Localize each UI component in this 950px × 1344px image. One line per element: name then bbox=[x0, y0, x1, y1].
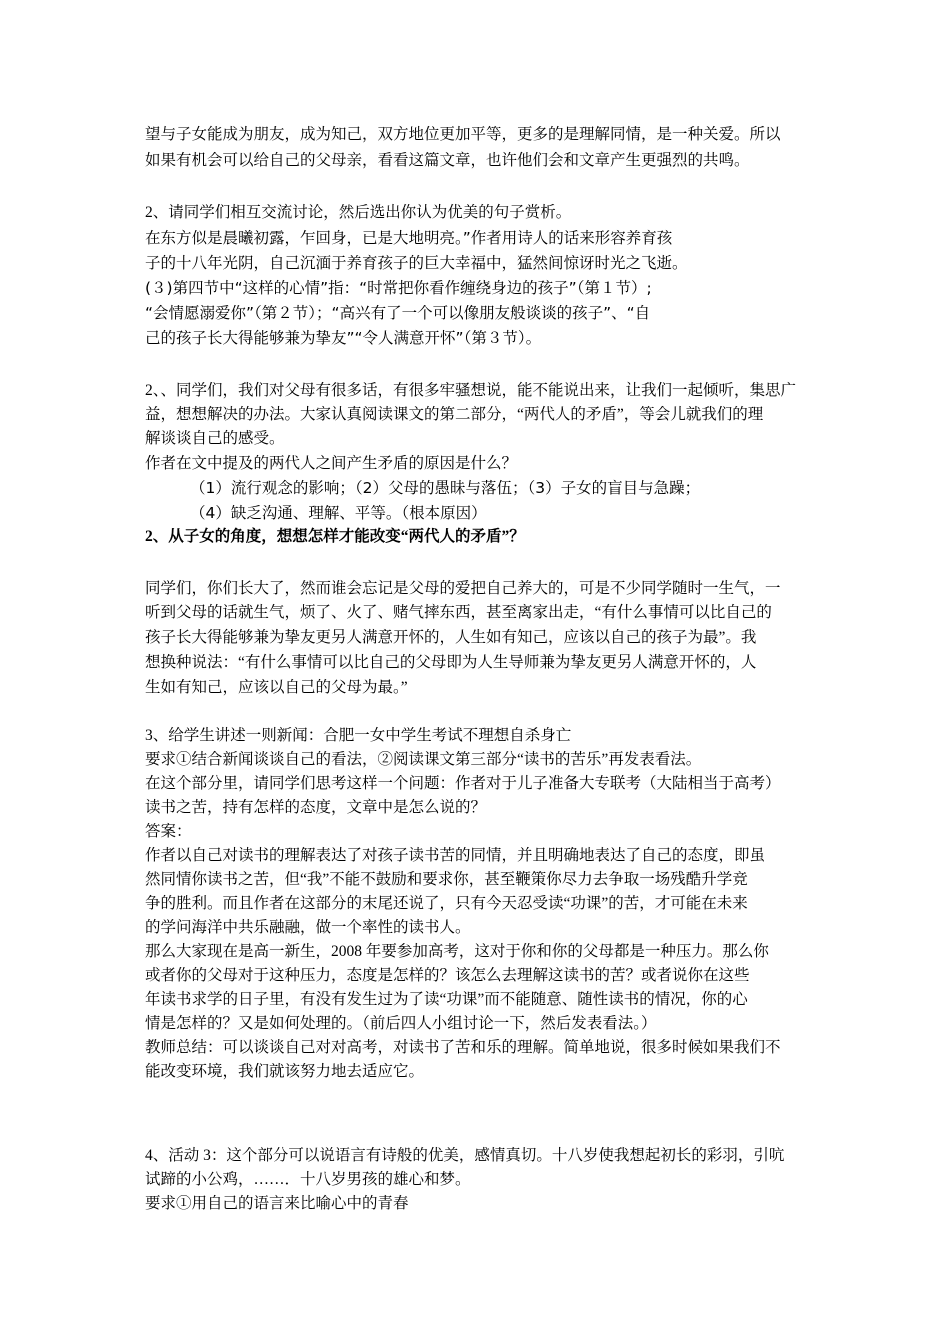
text-line: 在东方似是晨曦初露，乍回身，已是大地明亮。”作者用诗人的话来形容养育孩 bbox=[145, 229, 673, 247]
text-line: 2、、同学们，我们对父母有很多话，有很多牢骚想说，能不能说出来，让我们一起倾听，集思广 bbox=[145, 382, 797, 399]
text-line: “会情愿溺爱你”（第２节）；“高兴有了一个可以像朋友般谈谈的孩子”、“自 bbox=[145, 304, 651, 322]
text-line: 的学问海洋中共乐融融，做一个率性的读书人。 bbox=[145, 919, 471, 936]
text-line: (３)第四节中“这样的心情”指：“时常把你看作缠绕身边的孩子”（第１节）; bbox=[145, 279, 652, 297]
text-line: 解谈谈自己的感受。 bbox=[145, 430, 285, 447]
text-line: 要求①用自己的语言来比喻心中的青春 bbox=[145, 1195, 409, 1212]
text-line: 或者你的父母对于这种压力，态度是怎样的？该怎么去理解这读书的苦？或者说你在这些 bbox=[145, 967, 750, 984]
text-line: 同学们，你们长大了，然而谁会忘记是父母的爱把自己养大的，可是不少同学随时一生气，一 bbox=[145, 580, 781, 597]
text-line: 4、活动 3：这个部分可以说语言有诗般的优美，感情真切。十八岁使我想起初长的彩羽，引吭 bbox=[145, 1147, 785, 1164]
text-line: 益，想想解决的办法。大家认真阅读课文的第二部分，“两代人的矛盾”，等会儿就我们的理 bbox=[145, 406, 764, 423]
text-line: 作者以自己对读书的理解表达了对孩子读书苦的同情，并且明确地表达了自己的态度，即虽 bbox=[145, 847, 766, 864]
section-heading: 2、从子女的角度，想想怎样才能改变“两代人的矛盾”？ bbox=[145, 528, 525, 545]
text-line: 然同情你读书之苦，但“我”不能不鼓励和要求你，甚至鞭策你尽力去争取一场残酷升学竞 bbox=[145, 871, 748, 888]
text-line: 那么大家现在是高一新生，2008 年要参加高考，这对于你和你的父母都是一种压力。那么你 bbox=[145, 943, 769, 960]
text-line: （4）缺乏沟通、理解、平等。（根本原因） bbox=[190, 504, 487, 522]
text-line: 己的孩子长大得能够兼为挚友”“令人满意开怀”（第３节）。 bbox=[145, 329, 542, 347]
text-line: 2、请同学们相互交流讨论，然后选出你认为优美的句子赏析。 bbox=[145, 204, 572, 221]
text-line: 年读书求学的日子里，有没有发生过为了读“功课”而不能随意、随性读书的情况，你的心 bbox=[145, 991, 748, 1008]
text-line: 想换种说法：“有什么事情可以比自己的父母即为人生导师兼为挚友更另人满意开怀的，人 bbox=[145, 654, 757, 671]
text-line: 答案： bbox=[145, 823, 192, 840]
text-line: 如果有机会可以给自己的父母亲，看看这篇文章，也许他们会和文章产生更强烈的共鸣。 bbox=[145, 152, 750, 169]
text-line: 情是怎样的？又是如何处理的。（前后四人小组讨论一下，然后发表看法。） bbox=[145, 1015, 657, 1032]
text-line: 生如有知己，应该以自己的父母为最。” bbox=[145, 679, 408, 696]
text-line: 争的胜利。而且作者在这部分的末尾还说了，只有今天忍受读“功课”的苦，才可能在未来 bbox=[145, 895, 748, 912]
text-line: 试蹄的小公鸡，……．十八岁男孩的雄心和梦。 bbox=[145, 1171, 471, 1188]
text-line: 读书之苦，持有怎样的态度，文章中是怎么说的？ bbox=[145, 799, 487, 816]
text-line: 教师总结：可以谈谈自己对对高考，对读书了苦和乐的理解。简单地说，很多时候如果我们不 bbox=[145, 1039, 781, 1056]
text-line: 孩子长大得能够兼为挚友更另人满意开怀的，人生如有知己，应该以自己的孩子为最”。我 bbox=[145, 629, 757, 646]
text-line: 3、给学生讲述一则新闻：合肥一女中学生考试不理想自杀身亡 bbox=[145, 727, 572, 744]
text-line: 望与子女能成为朋友，成为知己，双方地位更加平等，更多的是理解同情，是一种关爱。所以 bbox=[145, 126, 781, 143]
text-line: 子的十八年光阴，自己沉湎于养育孩子的巨大幸福中，猛然间惊讶时光之飞逝。 bbox=[145, 254, 688, 272]
text-line: 要求①结合新闻谈谈自己的看法，②阅读课文第三部分“读书的苦乐”再发表看法。 bbox=[145, 751, 702, 768]
text-line: （1）流行观念的影响；（2）父母的愚昧与落伍；（3）子女的盲目与急躁； bbox=[190, 479, 701, 497]
text-line: 能改变环境，我们就该努力地去适应它。 bbox=[145, 1063, 425, 1080]
text-line: 作者在文中提及的两代人之间产生矛盾的原因是什么？ bbox=[145, 454, 518, 472]
text-line: 听到父母的话就生气，烦了、火了、赌气摔东西，甚至离家出走，“有什么事情可以比自己的 bbox=[145, 604, 772, 621]
text-line: 在这个部分里，请同学们思考这样一个问题：作者对于儿子准备大专联考（大陆相当于高考） bbox=[145, 775, 781, 792]
